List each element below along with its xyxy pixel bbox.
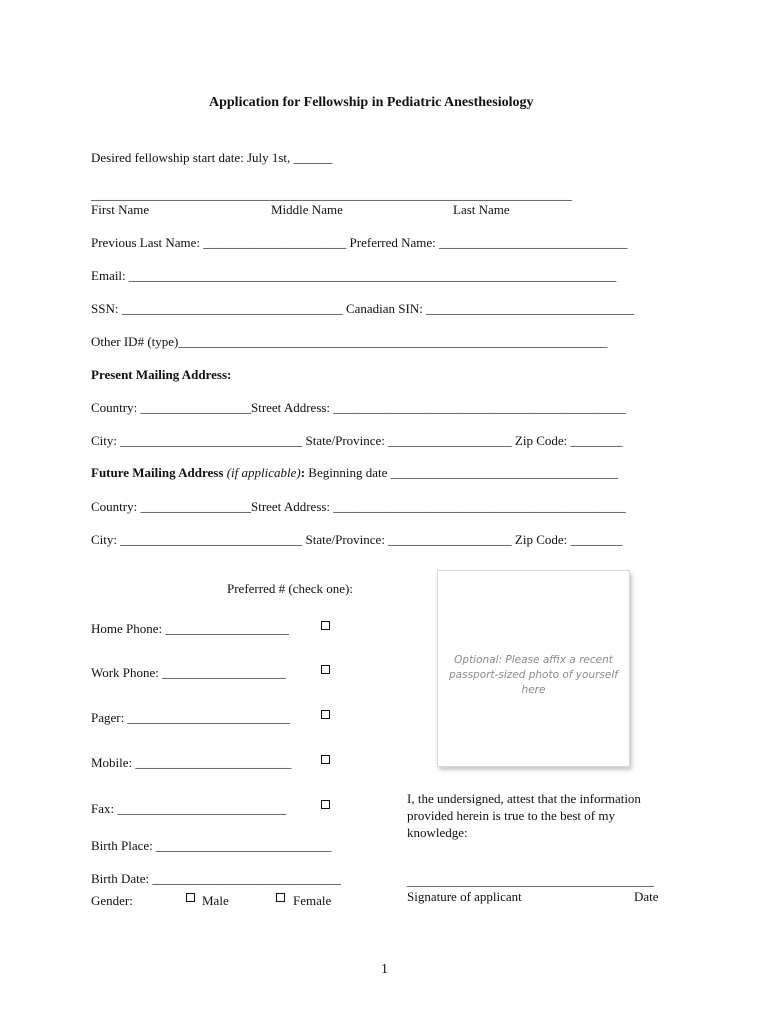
start-date-field[interactable]: Desired fellowship start date: July 1st, ______ [91, 150, 333, 165]
fax-checkbox[interactable] [321, 800, 330, 809]
signature-label: Signature of applicant [407, 889, 522, 904]
beginning-date-field[interactable]: Beginning date ___________________________________ [308, 465, 619, 480]
date-label: Date [634, 889, 659, 904]
name-line[interactable]: __________________________________________________________________________ [91, 187, 572, 202]
future-address-note: (if applicable) [226, 465, 301, 480]
work-phone-field[interactable]: Work Phone: ___________________ [91, 665, 286, 680]
female-label: Female [293, 893, 332, 908]
photo-instructions: Optional: Please affix a recent passport-sized photo of yourself here [449, 654, 618, 696]
future-address-heading: Future Mailing Address [91, 465, 224, 480]
home-phone-checkbox[interactable] [321, 621, 330, 630]
middle-name-label: Middle Name [271, 202, 343, 217]
first-name-label: First Name [91, 202, 150, 217]
page-title: Application for Fellowship in Pediatric Anesthesiology [209, 95, 534, 110]
male-checkbox[interactable] [186, 893, 195, 902]
preferred-number-heading: Preferred # (check one): [227, 581, 353, 596]
home-phone-field[interactable]: Home Phone: ___________________ [91, 621, 289, 636]
work-phone-checkbox[interactable] [321, 665, 330, 674]
future-address-row [91, 465, 618, 481]
gender-label: Gender: [91, 893, 133, 908]
page-number: 1 [381, 962, 388, 977]
pager-field[interactable]: Pager: _________________________ [91, 710, 290, 725]
male-label: Male [202, 893, 229, 908]
last-name-label: Last Name [453, 202, 510, 217]
future-address-colon: : [300, 465, 306, 480]
present-city-field[interactable]: City: ____________________________ State/Province: ___________________ Zip Code: ________ [91, 433, 623, 448]
mobile-field[interactable]: Mobile: ________________________ [91, 755, 292, 770]
attestation-text: I, the undersigned, attest that the information provided herein is true to the best of my knowledge: [407, 791, 641, 840]
email-field[interactable]: Email: ___________________________________________________________________________ [91, 268, 617, 283]
signature-line[interactable]: ______________________________________ [407, 873, 654, 888]
ssn-field[interactable]: SSN: __________________________________ Canadian SIN: ________________________________ [91, 301, 635, 316]
pager-checkbox[interactable] [321, 710, 330, 719]
other-id-field[interactable]: Other ID# (type)__________________________________________________________________ [91, 334, 608, 349]
future-city-field[interactable]: City: ____________________________ State/Province: ___________________ Zip Code: ________ [91, 532, 623, 547]
mobile-checkbox[interactable] [321, 755, 330, 764]
present-address-heading: Present Mailing Address: [91, 367, 232, 382]
female-checkbox[interactable] [276, 893, 285, 902]
birth-date-field[interactable]: Birth Date: _____________________________ [91, 871, 341, 886]
birth-place-field[interactable]: Birth Place: ___________________________ [91, 838, 332, 853]
previous-last-name-field[interactable]: Previous Last Name: ______________________ Preferred Name: _____________________________ [91, 235, 628, 250]
future-country-field[interactable]: Country: _________________Street Address: _____________________________________________ [91, 499, 626, 514]
present-country-field[interactable]: Country: _________________Street Address: _____________________________________________ [91, 400, 626, 415]
fax-field[interactable]: Fax: __________________________ [91, 801, 287, 816]
photo-placeholder [437, 570, 630, 767]
